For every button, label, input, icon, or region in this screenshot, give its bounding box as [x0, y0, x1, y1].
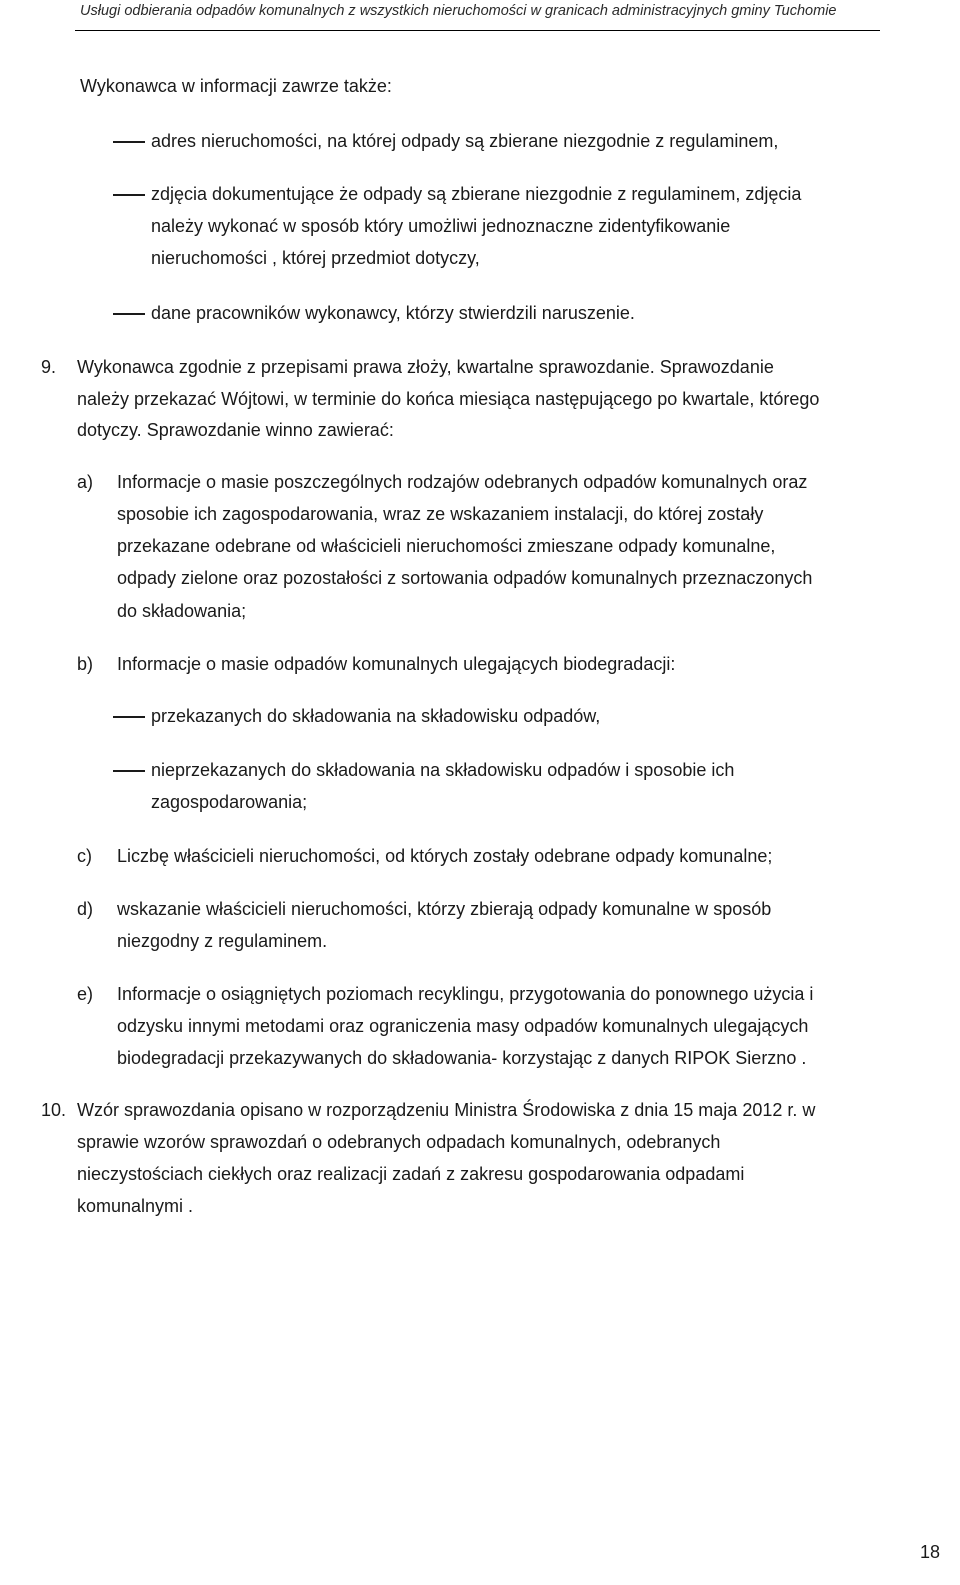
item-9a-line-1: Informacje o masie poszczególnych rodzajów odebranych odpadów komunalnych oraz [117, 472, 808, 492]
intro-text: Wykonawca w informacji zawrze także: [80, 76, 392, 96]
item-9b-marker: b) [77, 654, 94, 674]
item-9b-line-1: Informacje o masie odpadów komunalnych ulegających biodegradacji: [117, 654, 676, 674]
item-9-line-3: dotyczy. Sprawozdanie winno zawierać: [77, 420, 394, 440]
item-9-line-1: Wykonawca zgodnie z przepisami prawa złoży, kwartalne sprawozdanie. Sprawozdanie [77, 357, 774, 377]
item-10-line-2: sprawie wzorów sprawozdań o odebranych odpadach komunalnych, odebranych [77, 1132, 721, 1152]
item-9e-marker: e) [77, 984, 94, 1004]
item-10-line-4: komunalnymi . [77, 1196, 194, 1216]
item-10-line-1: Wzór sprawozdania opisano w rozporządzeniu Ministra Środowiska z dnia 15 maja 2012 r. w [77, 1100, 816, 1120]
item-9b-sub-2-line-1: nieprzekazanych do składowania na składowisku odpadów i sposobie ich [151, 760, 735, 780]
item-9d-line-2: niezgodny z regulaminem. [117, 931, 328, 951]
dash-bullet [113, 194, 145, 196]
item-9-number: 9. [41, 357, 57, 377]
info-item-1-line-1: adres nieruchomości, na której odpady są zbierane niezgodnie z regulaminem, [151, 131, 779, 151]
item-9a-line-5: do składowania; [117, 601, 247, 621]
item-9a-line-3: przekazane odebrane od właścicieli nieruchomości zmieszane odpady komunalne, [117, 536, 776, 556]
item-10-number: 10. [41, 1100, 67, 1120]
dash-bullet [113, 716, 145, 718]
dash-bullet [113, 313, 145, 315]
item-9e-line-2: odzysku innymi metodami oraz ograniczenia masy odpadów komunalnych ulegających [117, 1016, 809, 1036]
item-9e-line-1: Informacje o osiągniętych poziomach recyklingu, przygotowania do ponownego użycia i [117, 984, 814, 1004]
item-9b-sub-1: przekazanych do składowania na składowisku odpadów, [151, 706, 601, 726]
item-9c-line-1: Liczbę właścicieli nieruchomości, od których zostały odebrane odpady komunalne; [117, 846, 773, 866]
item-9e-line-3: biodegradacji przekazywanych do składowania- korzystając z danych RIPOK Sierzno . [117, 1048, 807, 1068]
dash-bullet [113, 770, 145, 772]
item-9c-marker: c) [77, 846, 92, 866]
dash-bullet [113, 141, 145, 143]
info-item-2-line-3: nieruchomości , której przedmiot dotyczy, [151, 248, 480, 268]
item-9-line-2: należy przekazać Wójtowi, w terminie do końca miesiąca następującego po kwartale, którego [77, 389, 820, 409]
info-item-2-line-1: zdjęcia dokumentujące że odpady są zbierane niezgodnie z regulaminem, zdjęcia [151, 184, 802, 204]
item-10-line-3: nieczystościach ciekłych oraz realizacji zadań z zakresu gospodarowania odpadami [77, 1164, 745, 1184]
item-9a-line-2: sposobie ich zagospodarowania, wraz ze wskazaniem instalacji, do której zostały [117, 504, 764, 524]
info-item-2-line-2: należy wykonać w sposób który umożliwi jednoznaczne zidentyfikowanie [151, 216, 731, 236]
item-9d-marker: d) [77, 899, 94, 919]
item-9a-line-4: odpady zielone oraz pozostałości z sortowania odpadów komunalnych przeznaczonych [117, 568, 813, 588]
page-number: 18 [919, 1542, 940, 1562]
item-9d-line-1: wskazanie właścicieli nieruchomości, którzy zbierają odpady komunalne w sposób [117, 899, 772, 919]
page-header [75, 0, 880, 31]
item-9a-marker: a) [77, 472, 94, 492]
item-9b-sub-2-line-2: zagospodarowania; [151, 792, 308, 812]
info-item-3-line-1: dane pracowników wykonawcy, którzy stwierdzili naruszenie. [151, 303, 635, 323]
header-text: Usługi odbierania odpadów komunalnych z wszystkich nieruchomości w granicach administracyjnych gminy Tuchomie [80, 3, 837, 19]
